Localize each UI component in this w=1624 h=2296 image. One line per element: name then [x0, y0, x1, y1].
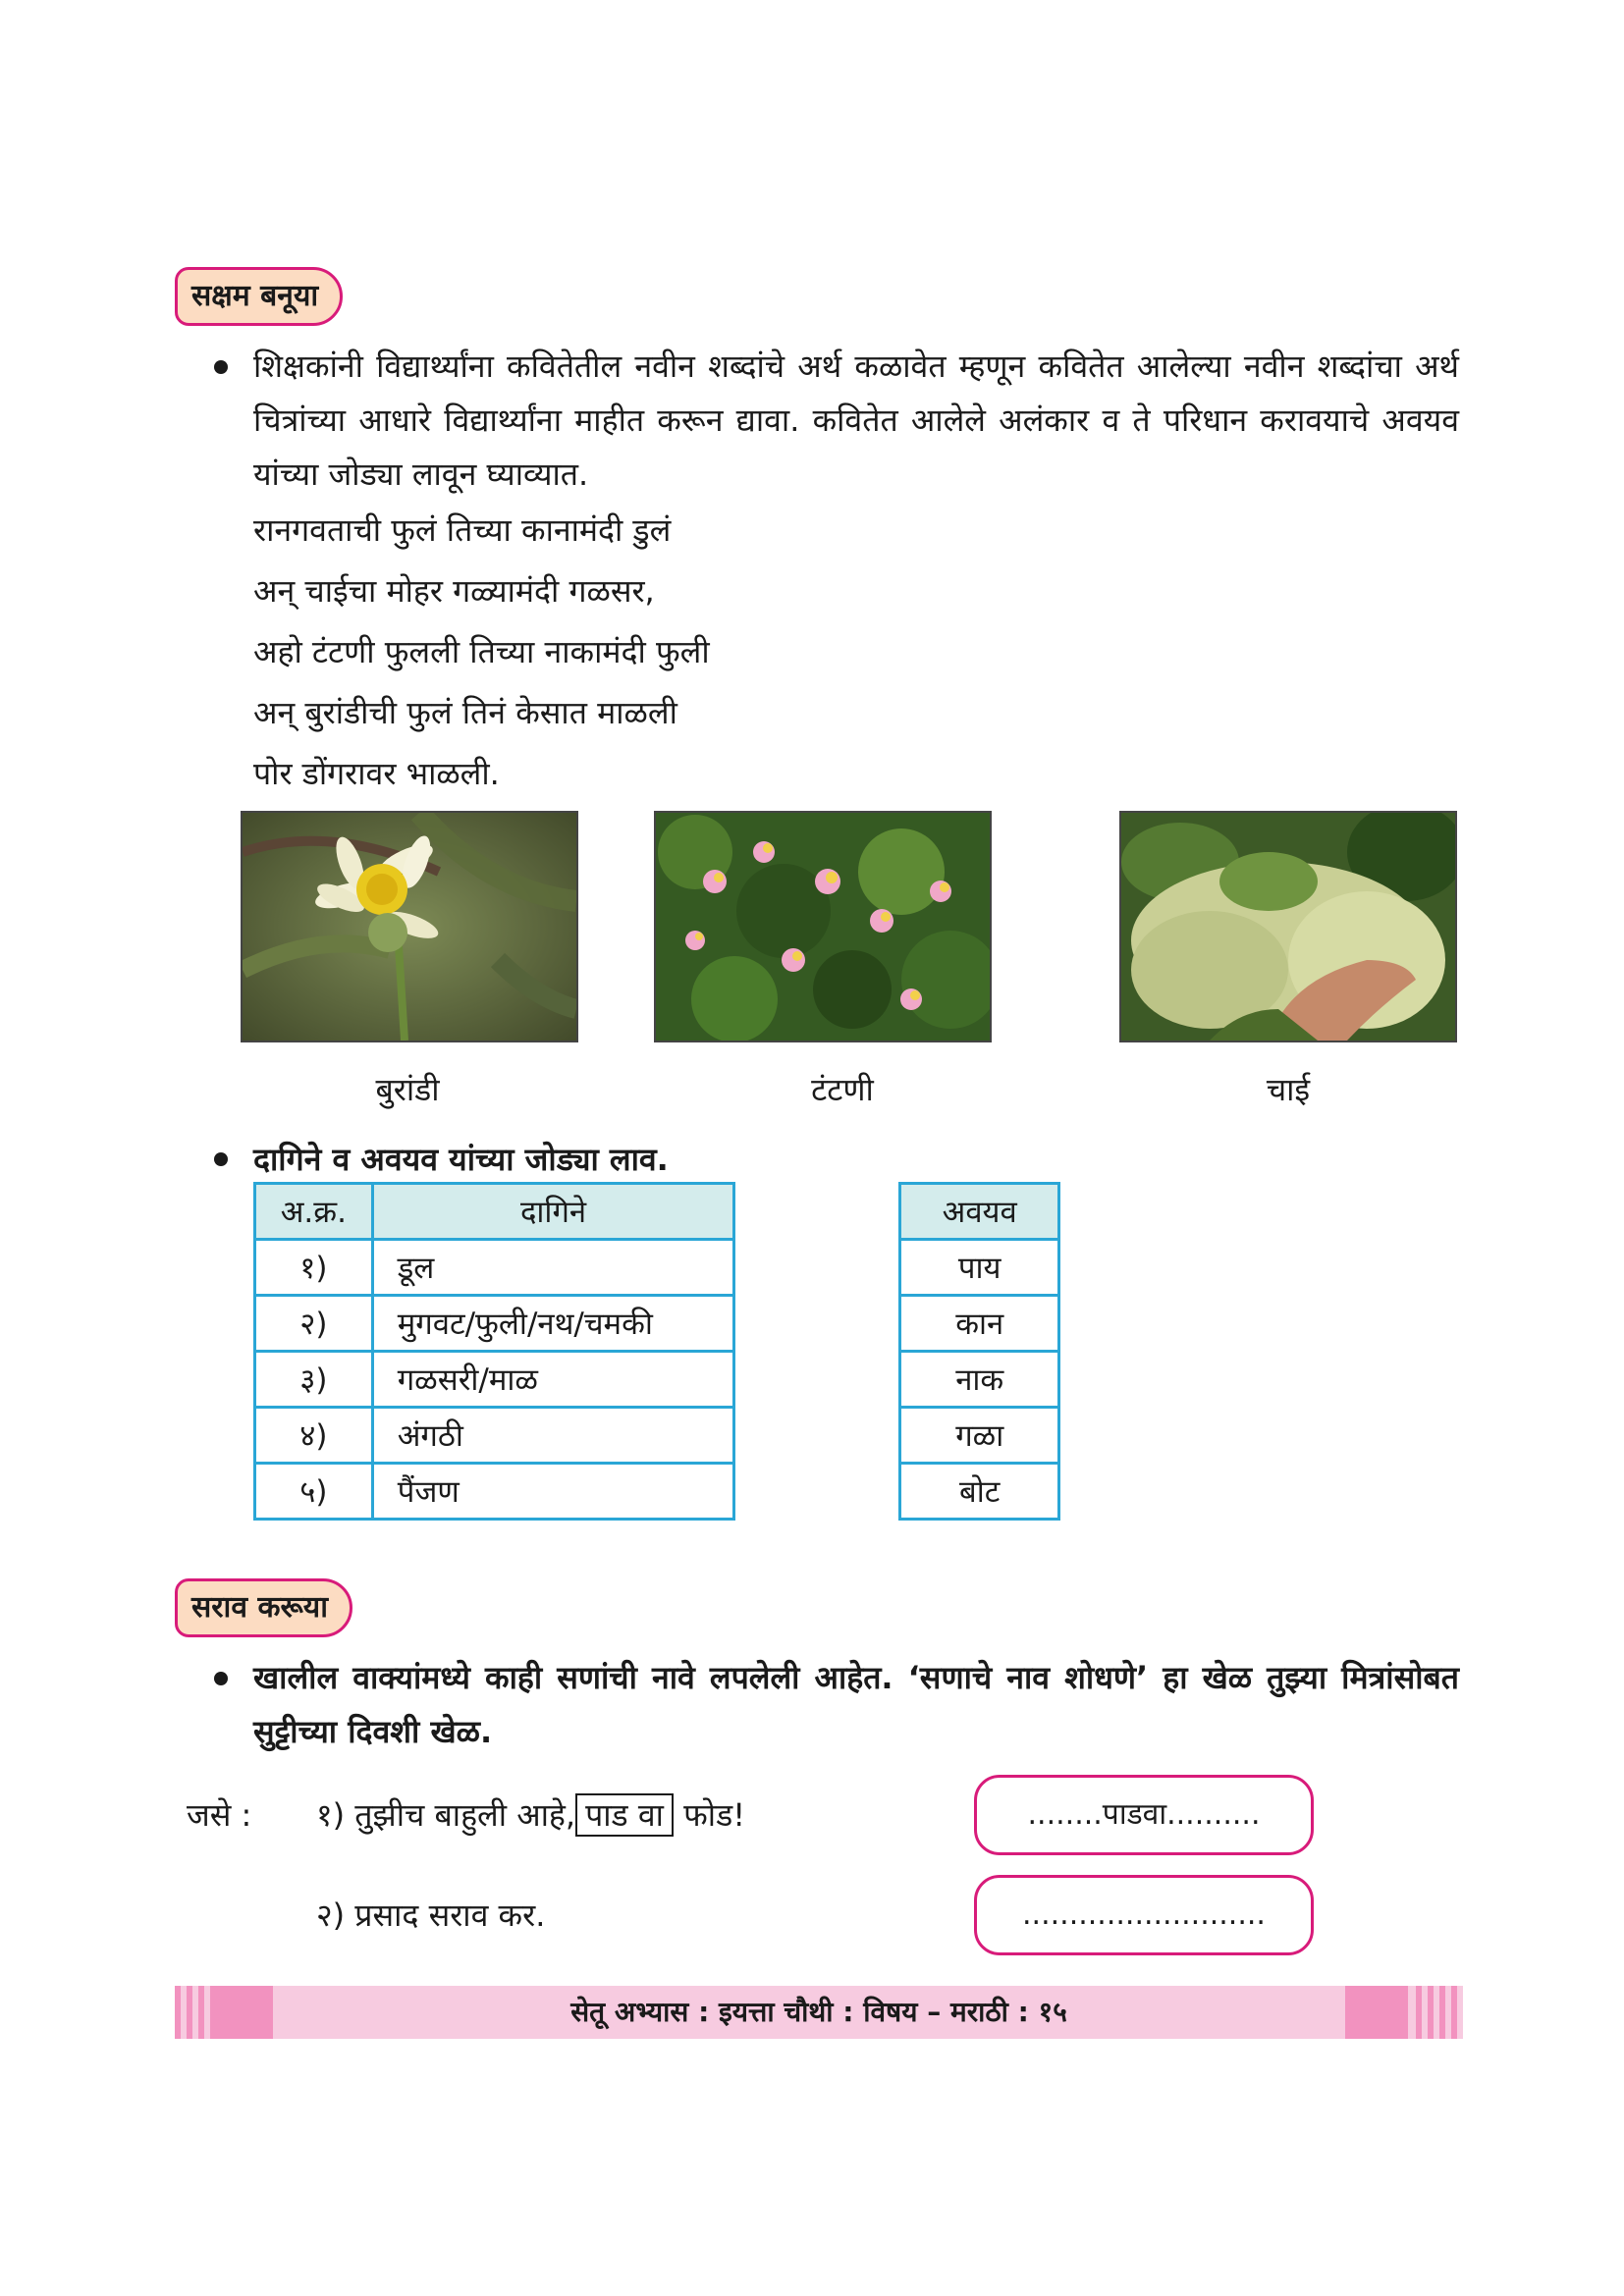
row-num: ४) — [255, 1408, 373, 1464]
answer-box-2[interactable]: .......................... — [974, 1875, 1314, 1955]
bullet — [214, 1672, 228, 1685]
section-tag-sarav: सराव करूया — [175, 1578, 352, 1637]
row-item: पैंजण — [372, 1464, 734, 1520]
row-part: कान — [900, 1296, 1059, 1352]
item-text: प्रसाद सराव कर. — [354, 1896, 546, 1934]
example-item-2 — [316, 1889, 545, 1943]
bullet — [214, 360, 228, 374]
row-num: ३) — [255, 1352, 373, 1408]
photo-burandi — [241, 811, 578, 1042]
hidden-word-box: पाड वा — [575, 1793, 674, 1837]
photo-chai — [1119, 811, 1457, 1042]
poem-line-4: अन् बुरांडीची फुलं तिनं केसात माळली — [253, 694, 677, 731]
poem-line-2: अन् चाईचा मोहर गळ्यामंदी गळसर, — [253, 572, 655, 610]
table-row — [255, 1464, 1059, 1520]
row-num: २) — [255, 1296, 373, 1352]
item-text-end: फोड! — [673, 1796, 746, 1834]
footer-text: सेतू अभ्यास : इयत्ता चौथी : विषय – मराठी : १५ — [570, 1996, 1067, 2028]
item-number: २) — [316, 1896, 346, 1934]
row-part: गळा — [900, 1408, 1059, 1464]
table-row — [255, 1352, 1059, 1408]
row-num: ५) — [255, 1464, 373, 1520]
photo-tantani — [654, 811, 992, 1042]
table-header-row — [255, 1184, 1059, 1240]
matching-table — [253, 1182, 1060, 1521]
answer-box-1[interactable]: ........पाडवा.......... — [974, 1775, 1314, 1855]
matching-instruction: दागिने व अवयव यांच्या जोड्या लाव. — [253, 1141, 669, 1178]
table-row — [255, 1408, 1059, 1464]
header-item: दागिने — [372, 1184, 734, 1240]
poem-line-3: अहो टंटणी फुलली तिच्या नाकामंदी फुली — [253, 633, 710, 670]
row-item: मुगवट/फुली/नथ/चमकी — [372, 1296, 734, 1352]
caption-tantani: टंटणी — [811, 1071, 874, 1108]
table-row — [255, 1296, 1059, 1352]
table-row — [255, 1240, 1059, 1296]
row-part: बोट — [900, 1464, 1059, 1520]
matching-gap — [734, 1184, 900, 1520]
example-item-1 — [316, 1789, 745, 1842]
page-footer — [175, 1986, 1463, 2039]
item-text: तुझीच बाहुली आहे, — [354, 1796, 576, 1834]
example-label: जसे : — [187, 1796, 252, 1834]
poem-line-5: पोर डोंगरावर भाळली. — [253, 755, 500, 792]
item-number: १) — [316, 1796, 346, 1834]
header-num: अ.क्र. — [255, 1184, 373, 1240]
section-tag-saksham: सक्षम बनूया — [175, 267, 343, 326]
header-part: अवयव — [900, 1184, 1059, 1240]
row-part: पाय — [900, 1240, 1059, 1296]
festival-instruction: खालील वाक्यांमध्ये काही सणांची नावे लपलेली आहेत. ‘सणाचे नाव शोधणे’ हा खेळ तुझ्या मित्रांसोबत सुट्टीच्या दिवशी खेळ. — [253, 1659, 1459, 1750]
row-part: नाक — [900, 1352, 1059, 1408]
caption-burandi: बुरांडी — [375, 1071, 440, 1108]
teacher-instruction: शिक्षकांनी विद्यार्थ्यांना कवितेतील नवीन शब्दांचे अर्थ कळावेत म्हणून कवितेत आलेल्या नवीन शब्दांचा अर्थ चित्रांच्या आधारे विद्यार्थ्यांना माहीत करून द्यावा. कवितेत आलेले अलंकार व ते परिधान करावयाचे अवयव यांच्या जोड्या लावून घ्याव्यात. — [253, 347, 1459, 493]
row-item: डूल — [372, 1240, 734, 1296]
bullet — [214, 1152, 228, 1166]
caption-chai: चाई — [1266, 1071, 1311, 1108]
row-item: अंगठी — [372, 1408, 734, 1464]
poem-line-1: रानगवताची फुलं तिच्या कानामंदी डुलं — [253, 511, 672, 549]
row-item: गळसरी/माळ — [372, 1352, 734, 1408]
row-num: १) — [255, 1240, 373, 1296]
